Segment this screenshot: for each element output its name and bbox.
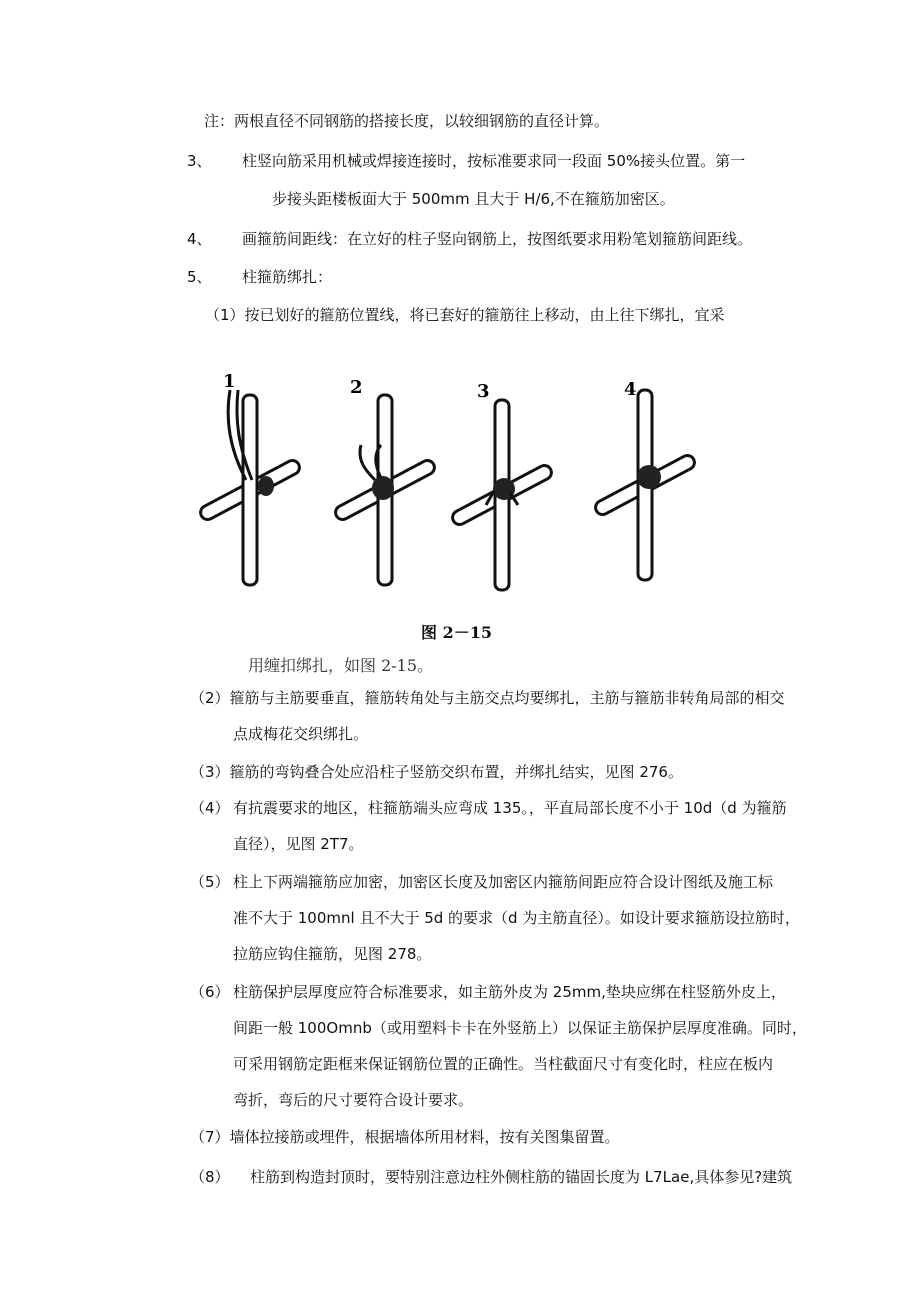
figure-label-4: 4 <box>624 379 637 400</box>
figure-caption: 图 2－15 <box>421 623 492 642</box>
tie-step-1 <box>198 390 302 585</box>
sub7-text: （7）墙体拉接筋或埋件，根据墙体所用材料，按有关图集留置。 <box>190 1128 620 1146</box>
sub5-line1: 柱上下两端箍筋应加密，加密区长度及加密区内箍筋间距应符合设计图纸及施工标 <box>233 873 774 891</box>
item-4-line1: 画箍筋间距线：在立好的柱子竖向钢筋上，按图纸要求用粉笔划箍筋间距线。 <box>242 230 753 248</box>
tie-step-3 <box>450 400 554 590</box>
item-5-number: 5、 <box>187 268 212 286</box>
figure-continuation-text: 用缠扣绑扎，如图 2-15。 <box>248 656 434 675</box>
sub3-text: （3）箍筋的弯钩叠合处应沿柱子竖筋交织布置，并绑扎结实，见图 276。 <box>190 763 683 781</box>
sub8-line1: 柱筋到构造封顶时，要特别注意边柱外侧柱筋的锚固长度为 L7Lae,具体参见?建筑 <box>250 1168 793 1186</box>
figure-label-3: 3 <box>477 381 490 402</box>
sub8-number: （8） <box>190 1168 230 1186</box>
item-3-line1: 柱竖向筋采用机械或焊接连接时，按标准要求同一段面 50%接头位置。第一 <box>242 152 746 170</box>
sub6-line2: 间距一般 100Omnb（或用塑料卡卡在外竖筋上）以保证主筋保护层厚度准确。同时， <box>233 1019 807 1037</box>
sub2-line2: 点成梅花交织绑扎。 <box>233 725 369 743</box>
sub5-line2: 准不大于 100mnl 且不大于 5d 的要求（d 为主筋直径）。如设计要求箍筋设拉筋时， <box>233 909 800 927</box>
figure-label-1: 1 <box>223 371 236 392</box>
item-3-number: 3、 <box>187 152 212 170</box>
sub5-line3: 拉筋应钩住箍筋，见图 278。 <box>233 945 432 963</box>
tie-step-2 <box>333 395 437 585</box>
item-4-number: 4、 <box>187 230 212 248</box>
sub6-line3: 可采用钢筋定距框来保证钢筋位置的正确性。当柱截面尺寸有变化时，柱应在板内 <box>233 1055 774 1073</box>
sub6-number: （6） <box>190 983 230 1001</box>
note-text: 注：两根直径不同钢筋的搭接长度，以较细钢筋的直径计算。 <box>204 112 610 130</box>
sub1-text: （1）按已划好的箍筋位置线，将已套好的箍筋往上移动，由上往下绑扎，宜采 <box>205 306 725 324</box>
sub4-line2: 直径），见图 2T7。 <box>233 835 364 853</box>
sub5-number: （5） <box>190 873 230 891</box>
item-3-line2: 步接头距楼板面大于 500mm 且大于 H/6,不在箍筋加密区。 <box>272 190 675 208</box>
sub2-line1: （2）箍筋与主筋要垂直，箍筋转角处与主筋交点均要绑扎，主筋与箍筋非转角局部的相交 <box>190 689 785 707</box>
item-5-line1: 柱箍筋绑扎： <box>242 268 333 286</box>
sub4-line1: 有抗震要求的地区，柱箍筋端头应弯成 135。，平直局部长度不小于 10d（d 为箍筋 <box>233 799 787 817</box>
sub6-line1: 柱筋保护层厚度应符合标准要求，如主筋外皮为 25mm,垫块应绑在柱竖筋外皮上， <box>233 983 786 1001</box>
sub4-number: （4） <box>190 799 230 817</box>
rebar-tie-drawing <box>190 365 730 615</box>
tie-step-4 <box>593 390 697 580</box>
rebar-tie-figure <box>190 365 730 615</box>
sub6-line4: 弯折，弯后的尺寸要符合设计要求。 <box>233 1091 474 1109</box>
figure-label-2: 2 <box>350 377 363 398</box>
